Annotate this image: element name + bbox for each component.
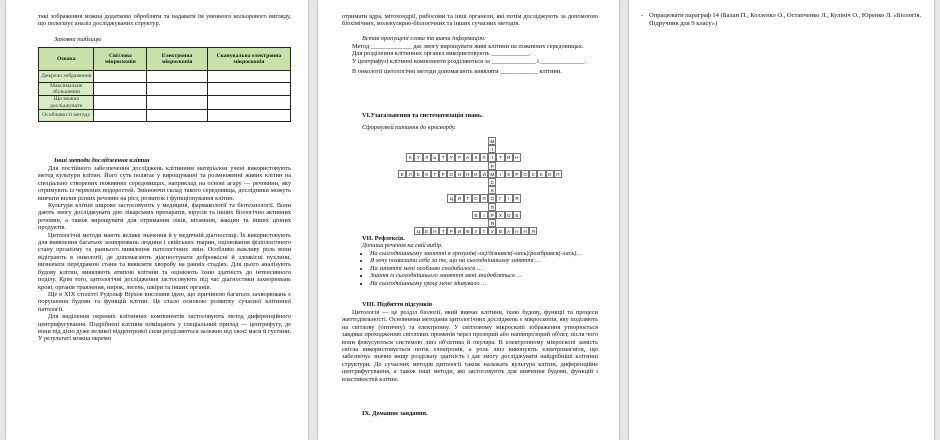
section-subtitle: Сформулюй питання до кросворду. bbox=[362, 124, 456, 131]
homework-item bbox=[641, 12, 924, 27]
crossword-cell: У bbox=[472, 227, 480, 235]
crossword-cell: Е bbox=[423, 227, 431, 235]
paragraph: Для постійного забезпечення досліджень клітинним матеріалом учені використовують метод культури клітин. Його суть полягає у вирощуванні та розмноженні живих клітин на спеціально створених поживних середовищах, наприклад на основі агару — речовини, яку отримують із червоних водоростей. Змінюючи склад такого середовища, дослідники можуть вивчати вплив різних речовин на ріст, розвиток і функціонування клітин. bbox=[38, 165, 291, 202]
document-page-2 bbox=[318, 0, 619, 440]
table-cell-empty[interactable] bbox=[207, 109, 290, 121]
list-item: • Я хочу похвалити себе за те, що на сьогоднішньому занятті … bbox=[370, 257, 598, 264]
table-cell-empty[interactable] bbox=[147, 96, 207, 109]
section-title: VI.Узагальнення та систематизація знань. bbox=[362, 112, 483, 119]
fill-in-line: В онкології цитологічні методи допомагають виявляти ____________ клітини. bbox=[352, 68, 562, 76]
crossword-cell: О bbox=[447, 170, 455, 178]
crossword-cell: Н bbox=[513, 153, 521, 161]
crossword-cell: А bbox=[505, 227, 513, 235]
crossword-cell: Ь bbox=[431, 153, 439, 161]
table-cell-empty[interactable] bbox=[94, 83, 147, 96]
crossword-cell: И bbox=[455, 227, 463, 235]
crossword-cell: В bbox=[496, 227, 504, 235]
crossword-cell: С bbox=[488, 178, 496, 186]
crossword-cell: Т bbox=[439, 153, 447, 161]
reflection-list bbox=[362, 250, 598, 287]
crossword-cell: Л bbox=[406, 170, 414, 178]
crossword-cell: О bbox=[546, 170, 554, 178]
crossword-cell: Х bbox=[496, 211, 504, 219]
crossword-cell: В bbox=[513, 211, 521, 219]
crossword-cell: Н bbox=[455, 170, 463, 178]
crossword-cell: О bbox=[472, 194, 480, 202]
crossword-cell: О bbox=[521, 170, 529, 178]
table-cell-empty[interactable] bbox=[207, 83, 290, 96]
paragraph: Ще в XIX столітті Рудольф Вірхов висловив ідею, що причиною багатьох захворювань є порушення будови та функцій клітин. Це стало основою розвитку сучасної клітинної патології. bbox=[38, 290, 291, 313]
crossword-cell: І bbox=[505, 194, 513, 202]
list-item: • На сьогоднішньому занятті я зрозумів(-ла)/дізнався(-лась)/розібрався(-лась)… bbox=[370, 250, 598, 257]
crossword-cell: Г bbox=[480, 227, 488, 235]
crossword-cell: Л bbox=[423, 153, 431, 161]
crossword-cell: Н bbox=[521, 227, 529, 235]
paragraph: Для виділення окремих клітинних компонентів застосовують метод диференційного центрифугування. Подрібнені клітини поміщають у спеціальний прилад — центрифугу, де вони під дією дуже великої відцентрової сили розділяються залежно від своєї маси й густини. У результаті можна окремо bbox=[38, 313, 291, 343]
paragraph: Цитологія — це розділ біології, який вивчає клітини, їхню будову, функції та процеси життєдіяльності. Основними методами цитологічних досліджень є мікроскопія, яку поділяють на світлову (оптичну) та електронну. У світловому мікроскопі зображення утворюється завдяки проходженню світлових променів через прозорий або напівпрозорий об'єкт, після чого вони фокусуються системою лінз об'єктива й окуляра. В електронному мікроскопі замість світла використовується потік електронів, а роль лінз виконують електромагніти, що забезпечує значно вищу роздільну здатність і дає змогу досліджувати найдрібніші клітинні структури. До сучасних методів цитології також належать культура клітин, диференційне центрифугування, а також інші методи, які застосовують для вивчення будови, функцій і властивостей клітин. bbox=[342, 309, 598, 383]
crossword-cell: Р bbox=[455, 153, 463, 161]
crossword-cell: К bbox=[406, 153, 414, 161]
list-item: • На занятті мені особливо сподобалося … bbox=[370, 265, 598, 272]
crossword-cell: М bbox=[488, 137, 496, 145]
crossword-cell: Е bbox=[414, 170, 422, 178]
crossword-cell: И bbox=[472, 170, 480, 178]
table-row-label: Максимальне збільшення bbox=[39, 83, 94, 96]
crossword-cell: П bbox=[554, 170, 562, 178]
crossword-cell: Т bbox=[496, 153, 504, 161]
crossword-cell: У bbox=[488, 227, 496, 235]
table-cell-empty[interactable] bbox=[147, 109, 207, 121]
crossword-cell: О bbox=[488, 194, 496, 202]
crossword-cell: К bbox=[423, 170, 431, 178]
body-text bbox=[38, 165, 291, 343]
crossword-cell: Р bbox=[447, 227, 455, 235]
fill-in-line: Для розділення клітинних органел використовують ____________. bbox=[352, 50, 531, 58]
section-subtitle: Допиши речення на свій вибір. bbox=[362, 242, 443, 249]
crossword-cell: К bbox=[488, 186, 496, 194]
crossword-cell: І bbox=[488, 145, 496, 153]
table-row bbox=[39, 83, 291, 96]
fill-in-block bbox=[342, 43, 598, 76]
crossword-cell: Я bbox=[488, 219, 496, 227]
table-cell-empty[interactable] bbox=[207, 96, 290, 109]
table-row bbox=[39, 71, 291, 83]
table-row bbox=[39, 109, 291, 121]
crossword bbox=[398, 137, 558, 234]
crossword-cell: К bbox=[537, 170, 545, 178]
comparison-table bbox=[38, 47, 291, 122]
crossword-cell: В bbox=[472, 211, 480, 219]
table-header-cell: Сканувальна електронна мікроскопія bbox=[207, 48, 290, 71]
document-page-1 bbox=[6, 0, 308, 440]
table-header-row bbox=[39, 48, 291, 71]
crossword-cell: Ц bbox=[447, 194, 455, 202]
crossword-cell: Ц bbox=[414, 227, 422, 235]
section-title: Інші методи дослідження клітин bbox=[54, 157, 150, 164]
table-header-cell: Ознака bbox=[39, 48, 94, 71]
crossword-cell: Т bbox=[431, 170, 439, 178]
table-row-label: Особливості методу bbox=[39, 109, 94, 121]
crossword-cell: П bbox=[488, 203, 496, 211]
table-cell-empty[interactable] bbox=[94, 71, 147, 83]
crossword-cell: Е bbox=[398, 170, 406, 178]
section-title: VIII. Підбиття підсумків bbox=[362, 301, 433, 308]
fill-in-line: У центрифузі клітинні компоненти розділяються за ______________ і ______________. bbox=[352, 57, 587, 65]
document-page-3 bbox=[629, 0, 934, 440]
summary-text bbox=[342, 309, 598, 383]
crossword-cell: С bbox=[529, 170, 537, 178]
fill-in-title: Встав пропущені слова та вивчи інформацію: bbox=[362, 35, 486, 42]
crossword-cell: К bbox=[505, 170, 513, 178]
table-row bbox=[39, 96, 291, 109]
crossword-cell: О bbox=[505, 211, 513, 219]
table-header-cell: Світлова мікроскопія bbox=[94, 48, 147, 71]
crossword-cell: М bbox=[488, 170, 496, 178]
crossword-cell: Я bbox=[513, 194, 521, 202]
crossword-cell: И bbox=[505, 153, 513, 161]
paragraph: Культури клітин широко застосовують у медицині, фармакології та біотехнології. Вони дають змогу досліджувати дію лікарських препаратів, вірусів та інших біологічно активних речовин, а також вирощувати для отримання ліків, вітамінів, вакцин та інших цінних продуктів. bbox=[38, 202, 291, 232]
table-caption: Заповни таблицю bbox=[54, 36, 102, 43]
list-item: • На сьогоднішньому уроці мене здивувало … bbox=[370, 280, 598, 287]
crossword-cell: Т bbox=[464, 194, 472, 202]
crossword-cell: Л bbox=[480, 153, 488, 161]
crossword-cell: Н bbox=[431, 227, 439, 235]
table-cell-empty[interactable] bbox=[147, 71, 207, 83]
crossword-cell: І bbox=[488, 153, 496, 161]
dash-bullet: - bbox=[641, 12, 644, 19]
section-title: IX. Домашнє завдання. bbox=[362, 410, 428, 417]
crossword-cell: И bbox=[455, 194, 463, 202]
crossword-cell: Т bbox=[439, 227, 447, 235]
crossword-cell: Я bbox=[529, 227, 537, 235]
crossword-cell: К bbox=[472, 153, 480, 161]
intro-text: такі зображення можна додатково обробляти та надавати їм умовного кольорового вигляду, що полегшує аналіз досліджуваних структур. bbox=[38, 13, 291, 28]
crossword-cell: Р bbox=[488, 211, 496, 219]
crossword-cell: І bbox=[480, 211, 488, 219]
fill-in-line: Метод _____________ дає змогу вирощувати живі клітини на поживних середовищах. bbox=[352, 43, 584, 50]
crossword-cell: І bbox=[496, 170, 504, 178]
crossword-cell: Р bbox=[513, 170, 521, 178]
crossword-cell: У bbox=[447, 153, 455, 161]
section-title: VII. Рефлексія. bbox=[362, 235, 405, 242]
crossword-cell: Л bbox=[480, 194, 488, 202]
table-cell-empty[interactable] bbox=[147, 83, 207, 96]
table-row-label: Що можна досліджувати bbox=[39, 96, 94, 109]
crossword-cell: Р bbox=[488, 162, 496, 170]
continued-text: отримати ядра, мітохондрії, рибосоми та інші органели, які потім досліджують за допомогою біохімічних, молекулярно-біологічних та інших сучасних методів. bbox=[342, 13, 598, 28]
crossword-cell: Н bbox=[513, 227, 521, 235]
crossword-cell: Ф bbox=[464, 227, 472, 235]
paragraph: Цитологічні методи мають велике значення й у медичній діагностиці. Їх використовують для виявлення багатьох захворювань людини і свійських тварин, оцінювання фізіологічного стану організму та раннього виявлення патологічних змін. Особливо важливу роль вони відіграють в онкології, де допомагають діагностувати доброякісні й злоякісні пухлини, визначати передракові стани та виявляти хворобу на ранніх стадіях. Для цього аналізують будову клітин, виявляють атипові клітини та оцінюють їхню здатність до інтенсивного поділу. Крім того, цитологічні дослідження застосовують під час діагностики захворювань крові, органів травлення, нирок, легень, шкіри та інших органів. bbox=[38, 231, 291, 291]
crossword-cell: Г bbox=[496, 194, 504, 202]
table-cell-empty[interactable] bbox=[207, 71, 290, 83]
crossword-cell: А bbox=[464, 153, 472, 161]
table-row-label: Джерело зображення bbox=[39, 71, 94, 83]
crossword-cell: Н bbox=[464, 170, 472, 178]
table-cell-empty[interactable] bbox=[94, 109, 147, 121]
list-item: • Знання із сьогоднішнього заняття мені знадобляться … bbox=[370, 272, 598, 279]
crossword-cell: Р bbox=[439, 170, 447, 178]
homework-text: Опрацювати параграф 14 (Балан П., Козленко О., Остапченко Л., Кулініч О., Юренко Л. «Біологія. Підручник для 9 класу») bbox=[649, 12, 922, 27]
table-header-cell: Електронна мікроскопія bbox=[147, 48, 207, 71]
table-cell-empty[interactable] bbox=[94, 96, 147, 109]
crossword-cell: У bbox=[414, 153, 422, 161]
crossword-cell: Й bbox=[480, 170, 488, 178]
